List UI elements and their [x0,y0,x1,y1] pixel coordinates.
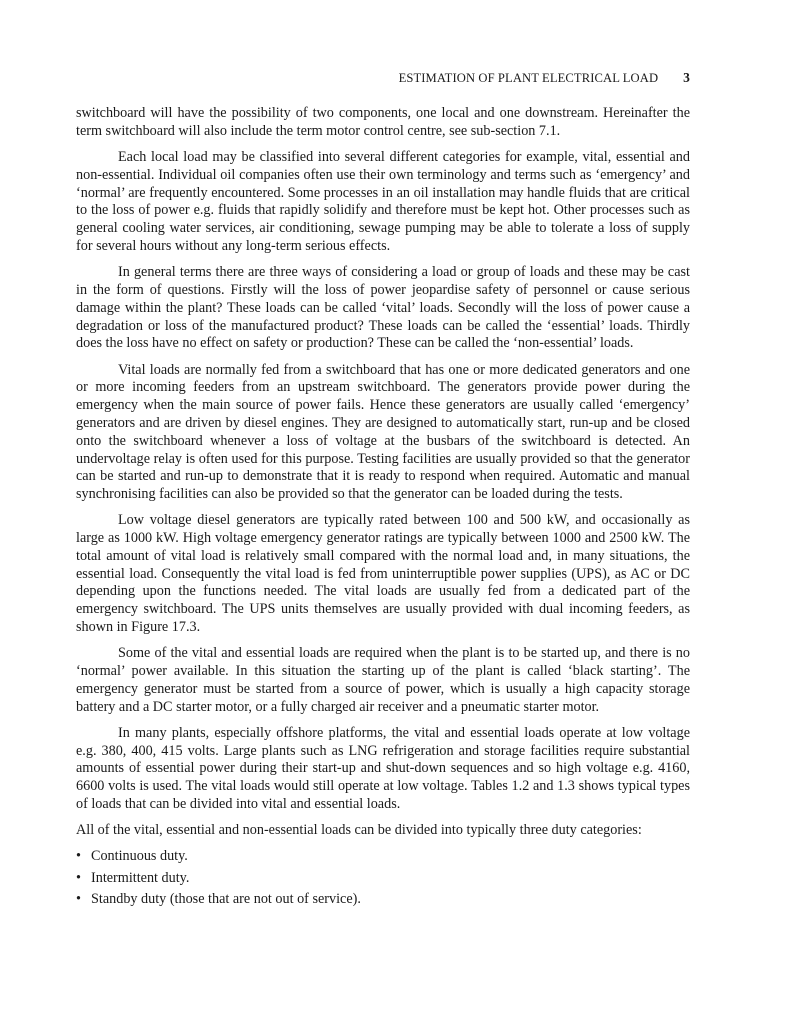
paragraph-duty-categories: All of the vital, essential and non-essential loads can be divided into typically three duty categories: [76,822,642,839]
list-item-text: Intermittent duty. [91,869,190,886]
page-number: 3 [683,70,690,85]
paragraph-vital-loads: Vital loads are normally fed from a switchboard that has one or more dedicated generators and one or more incoming feeders from an upstream switchboard. The generators provide power during the emergency when the main source of power fails. Hence these generators are usually called ‘emergency’ generators and are driven by diesel engines. They are designed to automatically start, run-up and be closed onto the switchboard whenever a loss of voltage at the busbars of the switchboard is detected. An undervoltage relay is often used for this purpose. Testing facilities are usually provided so that the generator can be started and run-up to demonstrate that it is ready to respond when required. Automatic and manual synchronising facilities can also be provided so that the generator can be loaded during the tests. [76,361,690,503]
paragraph-load-categories: Each local load may be classified into several different categories for example, vital, essential and non-essential. Individual oil companies often use their own terminology and terms such as ‘emergency’ and ‘normal’ are frequently encountered. Some processes in an oil installation may handle fluids that are critical to the loss of power e.g. fluids that rapidly solidify and therefore must be kept hot. Other processes such as general cooling water services, air conditioning, sewage pumping may be able to tolerate a loss of supply for several hours without any long-term serious effects. [76,148,690,254]
bullet-icon: • [76,869,81,886]
paragraph-continuation: switchboard will have the possibility of two components, one local and one downstream. Hereinafter the term switchboard will also include the term motor control centre, see sub-section 7.1. [76,105,690,139]
paragraph-generator-ratings: Low voltage diesel generators are typically rated between 100 and 500 kW, and occasionally as large as 1000 kW. High voltage emergency generator ratings are typically between 1000 and 2500 kW. The total amount of vital load is relatively small compared with the normal load and, in many situations, the essential load. Consequently the vital load is fed from uninterruptible power supplies (UPS), as AC or DC depending upon the functions needed. The vital loads are usually fed from a dedicated part of the emergency switchboard. The UPS units themselves are usually provided with dual incoming feeders, as shown in Figure 17.3. [76,512,690,636]
bullet-icon: • [76,891,81,908]
bullet-icon: • [76,848,81,865]
paragraph-three-questions: In general terms there are three ways of considering a load or group of loads and these may be cast in the form of questions. Firstly will the loss of power jeopardise safety of personnel or cause serious damage within the plant? These loads can be called ‘vital’ loads. Secondly will the loss of power cause a degradation or loss of the manufactured product? These loads can be called the ‘essential’ loads. Thirdly does the loss have no effect on safety or production? These can be called the ‘non-essential’ loads. [76,264,690,352]
body-text [76,105,690,909]
list-item [76,848,690,866]
list-item-text: Standby duty (those that are not out of service). [91,891,361,908]
running-title: ESTIMATION OF PLANT ELECTRICAL LOAD [398,71,659,85]
running-header [76,70,690,88]
duty-category-list [76,848,690,909]
paragraph-voltage-levels: In many plants, especially offshore platforms, the vital and essential loads operate at low voltage e.g. 380, 400, 415 volts. Large plants such as LNG refrigeration and storage facilities require substantial amounts of essential power during their start-up and shut-down sequences and so high voltage e.g. 4160, 6600 volts is used. The vital loads would still operate at low voltage. Tables 1.2 and 1.3 shows typical types of loads that can be divided into vital and essential loads. [76,724,690,813]
list-item-text: Continuous duty. [91,848,188,865]
document-page [76,70,690,913]
list-item [76,891,690,909]
list-item [76,870,690,888]
paragraph-black-starting: Some of the vital and essential loads are required when the plant is to be started up, and there is no ‘normal’ power available. In this situation the starting up of the plant is called ‘black starting’. The emergency generator must be started from a source of power, which is usually a high capacity storage battery and a DC starter motor, or a fully charged air receiver and a pneumatic starter motor. [76,645,690,715]
